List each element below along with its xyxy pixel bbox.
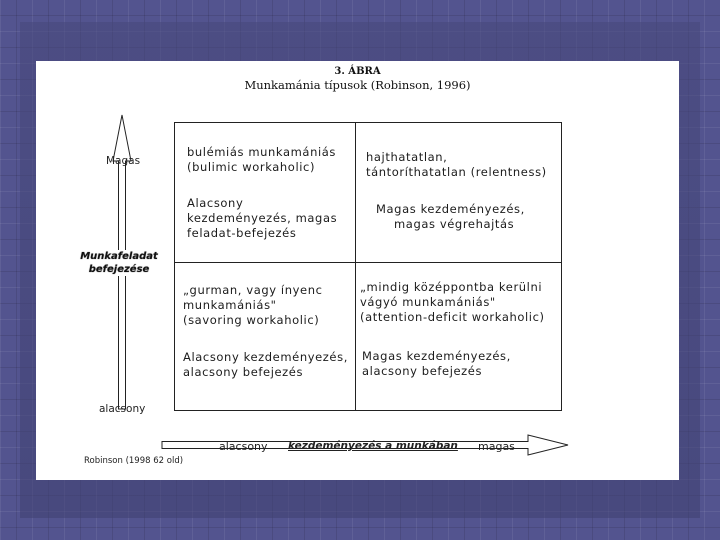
figure-panel (36, 61, 679, 480)
y-axis-title-line2: befejezése (88, 264, 150, 275)
quadrant-text-line: vágyó munkamániás" (360, 295, 496, 309)
y-axis-title (80, 250, 158, 276)
x-axis-high-label: magas (478, 440, 515, 453)
quadrant-text-line: Magas kezdeményezés, (376, 202, 525, 216)
figure-number: 3. ÁBRA (334, 66, 381, 77)
quadrant-bottom-left-name (183, 283, 323, 328)
y-axis-low-label: alacsony (99, 403, 146, 415)
quadrant-text-line: Alacsony (187, 196, 244, 210)
x-axis-title: kezdeményezés a munkában (288, 440, 458, 452)
quadrant-text-line: „mindig középpontba kerülni (360, 280, 543, 294)
matrix-vertical-divider (355, 123, 356, 410)
quadrant-text-line: kezdeményezés, magas (187, 211, 338, 225)
quadrant-text-line: munkamániás" (183, 298, 277, 312)
quadrant-text-line: „gurman, vagy ínyenc (183, 283, 323, 297)
quadrant-top-left-name (187, 145, 336, 175)
quadrant-bottom-left-description (183, 350, 348, 380)
quadrant-text-line: (attention-deficit workaholic) (360, 310, 545, 324)
quadrant-top-right-name (366, 150, 547, 180)
quadrant-text-line: tántoríthatatlan (relentness) (366, 165, 547, 179)
figure-title: Munkamánia típusok (Robinson, 1996) (244, 78, 471, 92)
matrix-horizontal-divider (175, 262, 561, 263)
quadrant-text-line: magas végrehajtás (394, 217, 515, 231)
quadrant-text-line: Magas kezdeményezés, (362, 349, 511, 363)
quadrant-text-line: (bulimic workaholic) (187, 160, 316, 174)
quadrant-bottom-right-description (362, 349, 511, 379)
quadrant-text-line: alacsony befejezés (362, 364, 483, 378)
quadrant-top-left-description (187, 196, 337, 241)
quadrant-text-line: hajthatatlan, (366, 150, 448, 164)
quadrant-text-line: alacsony befejezés (183, 365, 304, 379)
quadrant-bottom-right-name (360, 280, 545, 325)
quadrant-text-line: bulémiás munkamániás (187, 145, 337, 159)
quadrant-text-line: Alacsony kezdeményezés, (183, 350, 348, 364)
y-axis-title-line1: Munkafeladat (80, 251, 158, 262)
source-citation: Robinson (1998 62 old) (84, 456, 184, 466)
quadrant-text-line: (savoring workaholic) (183, 313, 320, 327)
quadrant-matrix (174, 122, 562, 411)
quadrant-text-line: feladat-befejezés (187, 226, 297, 240)
x-axis-low-label: alacsony (219, 440, 268, 453)
quadrant-top-right-description (376, 202, 525, 232)
y-axis-high-label: Magas (106, 155, 141, 167)
